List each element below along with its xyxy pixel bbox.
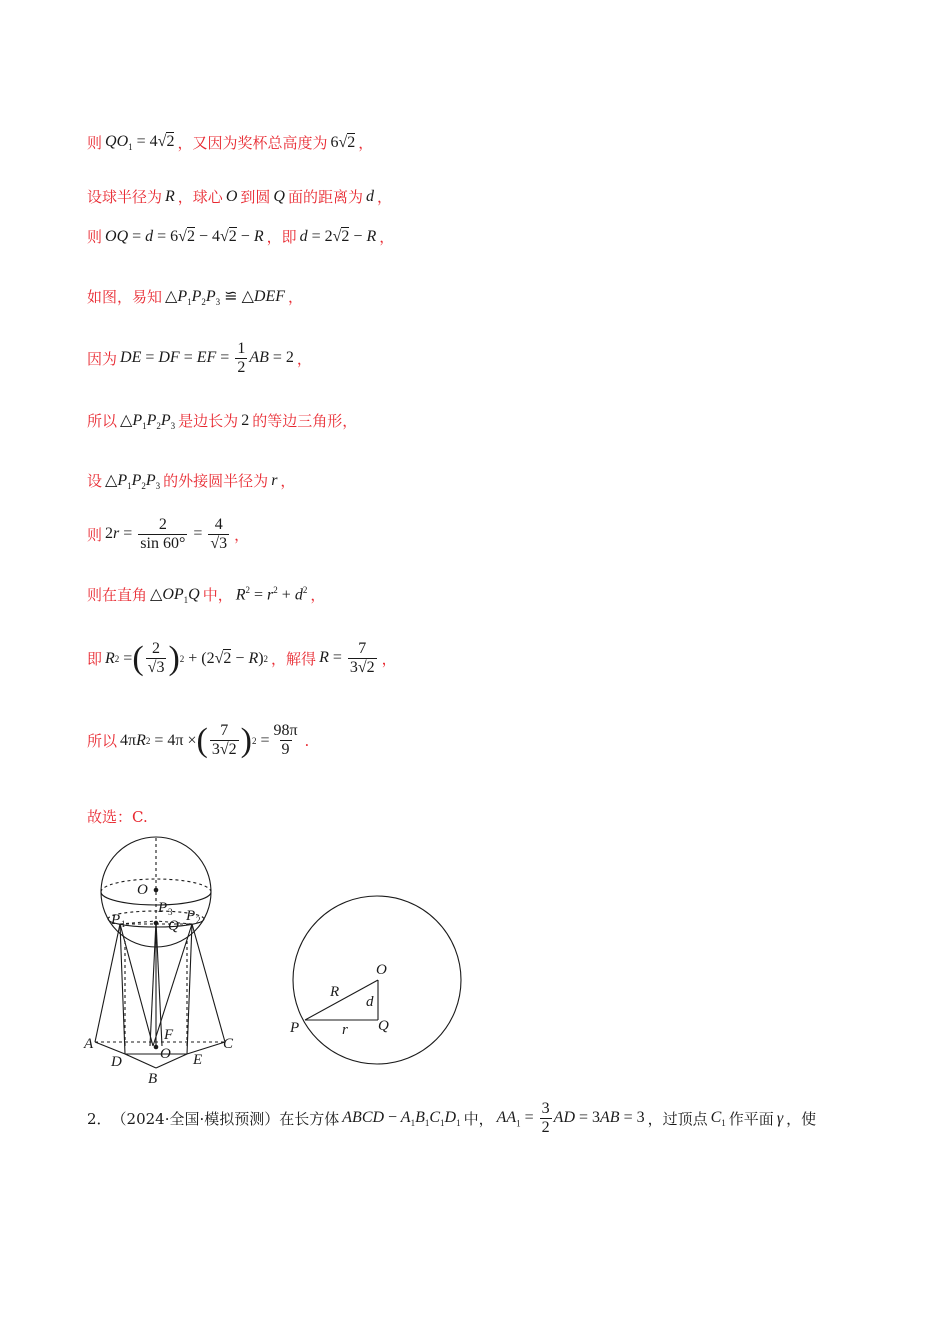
solution-line-11 [87,722,309,759]
math-cuboid: ABCD − $A_1B_1C_1D_1$ [342,1108,461,1129]
text: 则 [87,228,103,246]
text: 即 [87,650,103,668]
trophy-figure [80,836,250,1092]
math-area: 4π R 2 = 4π × ( $\frac{7}{3√2}$ ) 2 = $\frac{98\pi}{9}$ [120,721,298,759]
text: 所以 [87,732,118,750]
text: 中， [202,586,233,605]
math-c1: $C_1$ [710,1108,726,1129]
text: 则在直角 [87,586,148,605]
label-O: O [137,882,148,898]
text: ， [288,288,304,307]
math-qo1: $QO_1 = 4√2$ [105,132,175,153]
math-R-solution: R = $\frac{7}{3√2}$ [319,640,375,676]
solution-line-7 [87,470,295,491]
text: ， [379,228,395,246]
solution-line-2 [87,186,392,207]
label-P1: P [111,912,121,928]
math-triangle: $\triangle P_1P_2P_3$ [105,472,161,492]
text: 因为 [87,350,118,368]
text: 则 [87,134,103,152]
text: 中， [463,1110,494,1128]
label-F: F [164,1027,174,1043]
math-congruent: $\triangle P_1P_2P_3$ ≌ △DEF [165,288,285,308]
label-circle-O: O [376,962,387,978]
text: 设球半径为 [87,188,163,206]
solution-line-8 [87,516,249,553]
text: ， [381,650,397,668]
text: 设 [87,472,103,491]
label-P3: P [158,900,168,916]
solution-line-10 [87,640,397,677]
text: ，即 [266,228,297,246]
label-Q: Q [168,918,179,934]
text: ，球心 [177,188,223,206]
label-P2: P [186,908,196,924]
problem-source: （2024·全国·模拟预测）在长方体 [111,1110,340,1128]
label-E: E [193,1052,203,1068]
text: ， [376,188,392,206]
problem-2-line [87,1100,816,1137]
label-circle-d: d [366,994,374,1010]
math-gamma: γ [776,1109,784,1127]
label-circle-P: P [290,1020,300,1036]
math-r2-eq: R 2 = ( $\frac{2}{√3}$ ) 2 + (2√2 − R ) 2 [105,639,269,677]
answer-line [87,806,148,827]
solution-line-1 [87,132,373,153]
text: ， [280,472,296,491]
text: ， [296,350,312,368]
solution-line-4 [87,286,303,307]
solution-line-3 [87,226,394,247]
text: 的外接圆半径为 [163,472,269,491]
text: 作平面 [728,1110,774,1128]
label-D: D [111,1054,122,1070]
math-6sqrt2: 6√2 [330,133,356,151]
text: . [304,731,310,750]
solution-line-9 [87,584,325,605]
text: ，解得 [271,650,317,668]
math-pythag: $R^2 = r^2 + d^2$ [235,584,308,604]
text: ，使 [786,1110,817,1128]
label-circle-R: R [330,984,340,1000]
solution-line-5 [87,340,312,377]
text: ， [310,586,326,605]
text: 面的距离为 [287,188,363,206]
math-R: R [165,187,175,205]
text: 如图，易知 [87,288,163,307]
math-aa1-eq: $AA_1$ = $\frac{3}{2}$ AD = 3AB = 3 [496,1100,645,1136]
cross-section-figure [285,892,470,1072]
solution-line-6 [87,410,357,431]
text: ， [234,526,250,544]
svg-text:1: 1 [121,919,126,929]
math-Q: Q [273,187,285,205]
text: 是边长为 [178,412,239,431]
math-triangle-op1q: $\triangle OP_1Q$ [150,586,200,606]
math-d-eq: d = 2√2 − R [299,227,377,245]
math-d: d [365,187,374,205]
text: 到圆 [240,188,271,206]
svg-text:2: 2 [196,915,201,925]
text: 的等边三角形， [252,412,358,431]
svg-text:3: 3 [168,907,173,917]
text: 所以 [87,412,118,431]
math-2r-eq: 2r = $\frac{2}{\sin 60^\circ}$ = $\frac{4}{√3}$ [105,516,228,552]
math-2: 2 [241,411,250,429]
label-circle-Q: Q [378,1018,389,1034]
label-C: C [223,1036,234,1052]
text: ，过顶点 [647,1110,708,1128]
answer-text: 故选：C. [87,808,148,826]
text: 则 [87,526,103,544]
math-r: r [271,471,278,489]
text: ， [358,134,374,152]
problem-number: 2． [87,1110,112,1128]
label-O1: O [160,1046,171,1062]
text: ，又因为奖杯总高度为 [177,134,328,152]
label-circle-r: r [342,1022,348,1038]
label-B: B [148,1071,158,1087]
math-triangle: $\triangle P_1P_2P_3$ [120,412,176,432]
math-O: O [225,187,238,205]
label-A: A [84,1036,94,1052]
math-de-eq: DE = DF = EF = $\frac{1}{2}$ AB = 2 [120,340,294,376]
math-oq-eq: OQ = d = 6√2 − 4√2 − R [105,227,264,245]
